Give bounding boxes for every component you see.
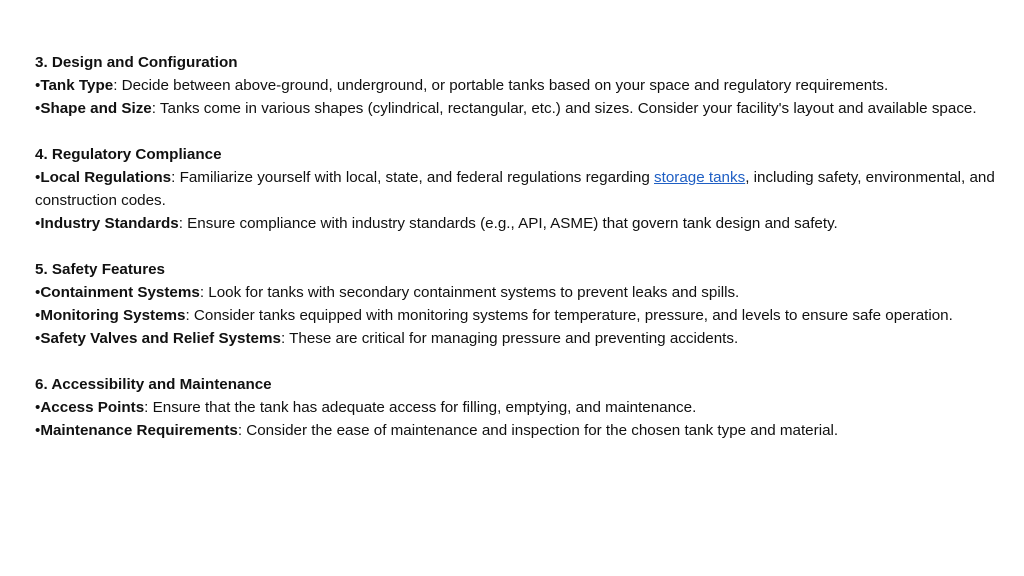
bullet-marker: • [35, 422, 41, 439]
bullet-item-monitoring-systems [35, 304, 995, 327]
bullet-text: : Consider the ease of maintenance and inspection for the chosen tank type and material. [237, 422, 839, 439]
bullet-text: , including safety, environmental, and construction codes. [35, 169, 995, 209]
bullet-marker: • [35, 77, 41, 94]
bullet-term: Monitoring Systems [40, 307, 186, 324]
bullet-marker: • [35, 284, 41, 301]
bullet-marker: • [35, 169, 41, 186]
bullet-text: : Familiarize yourself with local, state, and federal regulations regarding [171, 169, 655, 186]
section-safety-features [35, 258, 995, 350]
bullet-term: Industry Standards [40, 215, 179, 232]
bullet-text: : Ensure that the tank has adequate access for filling, emptying, and maintenance. [144, 399, 697, 416]
section-design-configuration [35, 51, 995, 120]
bullet-text: : Ensure compliance with industry standards (e.g., API, ASME) that govern tank design and safety. [178, 215, 838, 232]
slide-content [35, 51, 995, 442]
bullet-term: Access Points [40, 399, 145, 416]
bullet-item-industry-standards [35, 212, 995, 235]
bullet-text: : Consider tanks equipped with monitoring systems for temperature, pressure, and levels to ensure safe operation. [185, 307, 953, 324]
bullet-term: Local Regulations [40, 169, 172, 186]
section-accessibility-maintenance [35, 373, 995, 442]
section-heading: 3. Design and Configuration [35, 54, 238, 71]
section-heading: 5. Safety Features [35, 261, 165, 278]
bullet-term: Shape and Size [40, 100, 152, 117]
bullet-marker: • [35, 399, 41, 416]
bullet-item-containment-systems [35, 281, 995, 304]
bullet-marker: • [35, 307, 41, 324]
bullet-item-safety-valves [35, 327, 995, 350]
bullet-item-tank-type [35, 74, 995, 97]
bullet-item-access-points [35, 396, 995, 419]
bullet-text: : These are critical for managing pressure and preventing accidents. [280, 330, 739, 347]
section-heading: 6. Accessibility and Maintenance [35, 376, 272, 393]
section-regulatory-compliance [35, 143, 995, 235]
bullet-marker: • [35, 100, 41, 117]
bullet-marker: • [35, 215, 41, 232]
bullet-text: : Tanks come in various shapes (cylindrical, rectangular, etc.) and sizes. Consider your facility's layout and available space. [151, 100, 977, 117]
bullet-term: Maintenance Requirements [40, 422, 238, 439]
bullet-marker: • [35, 330, 41, 347]
storage-tanks-link[interactable]: storage tanks [654, 169, 746, 186]
bullet-item-shape-size [35, 97, 995, 120]
bullet-item-maintenance-requirements [35, 419, 995, 442]
bullet-text: : Decide between above-ground, underground, or portable tanks based on your space and regulatory requirements. [113, 77, 889, 94]
section-heading: 4. Regulatory Compliance [35, 146, 222, 163]
bullet-term: Tank Type [40, 77, 114, 94]
bullet-term: Safety Valves and Relief Systems [40, 330, 281, 347]
bullet-item-local-regulations [35, 166, 995, 212]
bullet-text: : Look for tanks with secondary containment systems to prevent leaks and spills. [199, 284, 740, 301]
bullet-term: Containment Systems [40, 284, 200, 301]
